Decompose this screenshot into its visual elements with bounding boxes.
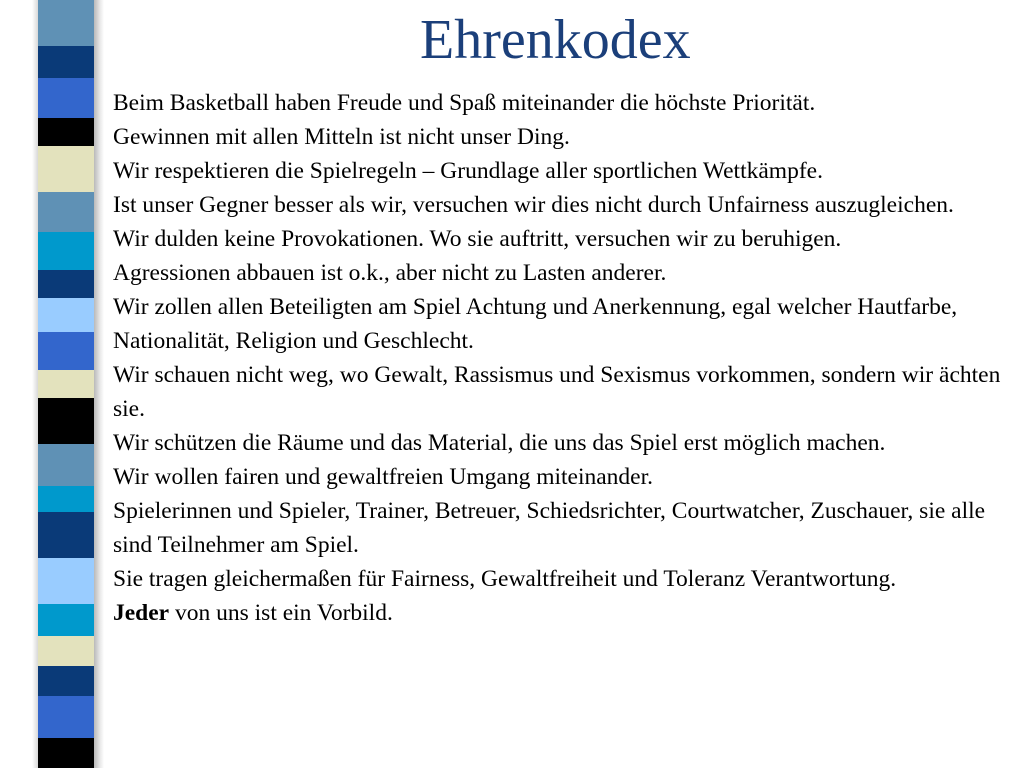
stripe-band <box>38 332 94 370</box>
stripe-band <box>38 636 94 666</box>
stripe-band <box>38 604 94 636</box>
stripe-band <box>38 18 94 46</box>
stripe-band <box>38 298 94 332</box>
body-line: Wir schauen nicht weg, wo Gewalt, Rassismus und Sexismus vorkommen, sondern wir ächten sie. <box>113 362 1001 422</box>
stripe-shadow-decoration <box>94 0 104 768</box>
body-line: Beim Basketball haben Freude und Spaß miteinander die höchste Priorität. <box>113 90 816 116</box>
body-line-last <box>113 596 1008 630</box>
stripe-band <box>38 270 94 298</box>
stripe-band <box>38 696 94 738</box>
slide-title: Ehrenkodex <box>420 9 691 71</box>
stripe-band <box>38 0 94 18</box>
body-line: Spielerinnen und Spieler, Trainer, Betreuer, Schiedsrichter, Courtwatcher, Zuschauer, sie alle sind Teilnehmer am Spiel. <box>113 498 986 558</box>
body-line: Sie tragen gleichermaßen für Fairness, Gewaltfreiheit und Toleranz Verantwortung. <box>113 566 897 592</box>
slide-body <box>113 86 1008 630</box>
body-line: Wir schützen die Räume und das Material, die uns das Spiel erst möglich machen. <box>113 430 886 456</box>
stripe-band <box>38 118 94 146</box>
stripe-band <box>38 512 94 558</box>
body-line: Wir wollen fairen und gewaltfreien Umgang miteinander. <box>113 464 654 490</box>
body-line: Ist unser Gegner besser als wir, versuchen wir dies nicht durch Unfairness auszugleichen. <box>113 192 954 218</box>
body-line: Gewinnen mit allen Mitteln ist nicht unser Ding. <box>113 124 570 150</box>
stripe-band <box>38 192 94 232</box>
stripe-band <box>38 486 94 512</box>
stripe-band <box>38 738 94 768</box>
stripe-band <box>38 666 94 696</box>
body-line: Wir zollen allen Beteiligten am Spiel Achtung und Anerkennung, egal welcher Hautfarbe, Nationalität, Religion und Geschlecht. <box>113 294 958 354</box>
stripe-band <box>38 370 94 398</box>
stripe-decoration <box>38 0 94 768</box>
stripe-band <box>38 146 94 192</box>
stripe-band <box>38 46 94 78</box>
stripe-band <box>38 444 94 486</box>
stripe-band <box>38 232 94 270</box>
stripe-band <box>38 78 94 118</box>
stripe-band <box>38 398 94 444</box>
bold-word: Jeder <box>113 600 170 626</box>
body-line: Agressionen abbauen ist o.k., aber nicht zu Lasten anderer. <box>113 260 667 286</box>
body-line: Wir respektieren die Spielregeln – Grundlage aller sportlichen Wettkämpfe. <box>113 158 823 184</box>
last-line-rest: von uns ist ein Vorbild. <box>169 600 393 626</box>
stripe-band <box>38 558 94 604</box>
body-line: Wir dulden keine Provokationen. Wo sie auftritt, versuchen wir zu beruhigen. <box>113 226 842 252</box>
